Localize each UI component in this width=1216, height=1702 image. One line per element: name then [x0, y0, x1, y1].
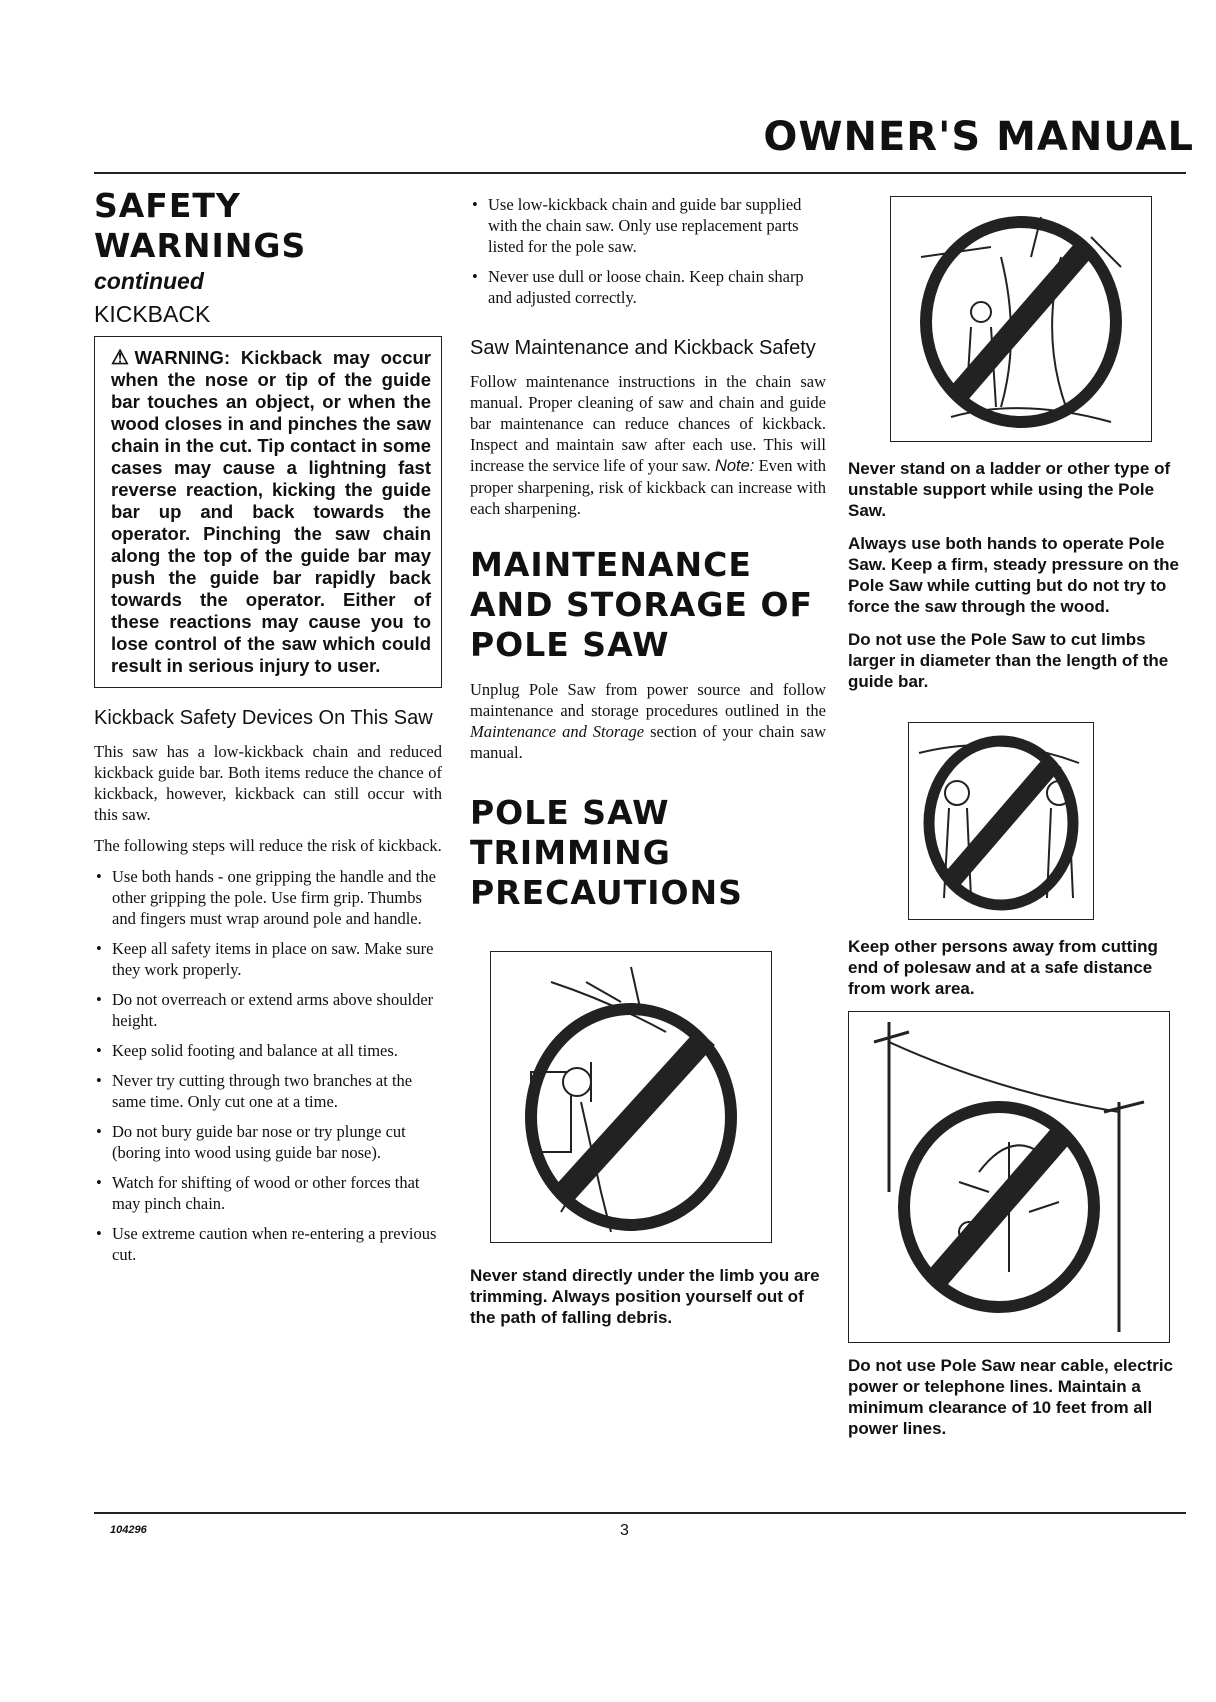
bullet-icon: •: [96, 990, 102, 1009]
column-right: [848, 196, 1190, 1451]
falling-limb-illustration: [490, 951, 772, 1243]
trimming-heading-line2: TRIMMING: [470, 833, 671, 872]
column-left: [94, 186, 442, 1274]
document-code: 104296: [110, 1524, 147, 1536]
list-item: • Watch for shifting of wood or other forces that may pinch chain.: [96, 1173, 420, 1213]
list-item: • Do not overreach or extend arms above shoulder height.: [96, 990, 434, 1030]
maintenance-paragraph: Follow maintenance instructions in the chain saw manual. Proper cleaning of saw and chain and guide bar maintenance can reduce chances of kickback. Inspect and maintain saw after each use. This will increase the service life of your saw. Note: Even with proper sharpening, risk of kickback can increase with each sharpening.: [470, 372, 826, 518]
maintenance-kickback-heading: Saw Maintenance and Kickback Safety: [470, 337, 816, 359]
ladder-caption: Never stand on a ladder or other type of unstable support while using the Pole Saw.: [848, 459, 1171, 520]
chain-bullets: [470, 194, 826, 308]
ladder-illustration: [890, 196, 1152, 442]
list-item: • Keep all safety items in place on saw. Make sure they work properly.: [96, 939, 434, 979]
bullet-icon: •: [96, 1071, 102, 1090]
list-item: • Use both hands - one gripping the handle and the other gripping the pole. Use firm grip. Thumbs and fingers must wrap around pole and handle.: [96, 867, 436, 928]
both-hands-caption: Always use both hands to operate Pole Saw. Keep a firm, steady pressure on the Pole Saw while cutting but do not try to force the saw through the wood.: [848, 534, 1179, 616]
list-item: • Keep solid footing and balance at all times.: [96, 1041, 398, 1060]
devices-paragraph-1: This saw has a low-kickback chain and reduced kickback guide bar. Both items reduce the chance of kickback, however, kickback can still occur with this saw.: [94, 742, 442, 824]
page-number: 3: [620, 1522, 629, 1539]
prohibition-sign-icon: [909, 723, 1093, 919]
list-item: • Never use dull or loose chain. Keep chain sharp and adjusted correctly.: [472, 267, 804, 307]
safety-heading: SAFETY: [94, 186, 241, 225]
warnings-heading: WARNINGS: [94, 226, 307, 265]
devices-paragraph-2: The following steps will reduce the risk of kickback.: [94, 836, 442, 855]
kickback-heading: KICKBACK: [94, 301, 211, 327]
persons-away-caption: Keep other persons away from cutting end of polesaw and at a safe distance from work area.: [848, 937, 1158, 998]
bullet-icon: •: [96, 939, 102, 958]
bullet-icon: •: [96, 1041, 102, 1060]
warning-triangle-icon: ⚠: [111, 347, 135, 369]
kickback-steps-list: [94, 866, 442, 1265]
falling-limb-caption: Never stand directly under the limb you are trimming. Always position yourself out of the path of falling debris.: [470, 1266, 820, 1327]
storage-paragraph: Unplug Pole Saw from power source and follow maintenance and storage procedures outlined in the Maintenance and Storage section of your chain saw manual.: [470, 680, 826, 762]
warning-text: WARNING: Kickback may occur when the nose or tip of the guide bar touches an object, or when the wood closes in and pinches the saw chain in the cut. Tip contact in some cases may cause a lightning fast reverse reaction, kicking the guide bar up and back towards the operator. Pinching the saw chain along the top of the guide bar may push the guide bar rapidly back towards the operator. Either of these reactions may cause you to lose control of the saw which could result in serious injury to user.: [111, 347, 431, 676]
bullet-icon: •: [96, 1122, 102, 1141]
page-title: OWNER'S MANUAL: [763, 114, 1194, 160]
column-middle: [470, 194, 826, 1340]
bullet-icon: •: [96, 1173, 102, 1192]
bullet-icon: •: [96, 1224, 102, 1243]
list-item: • Do not bury guide bar nose or try plunge cut (boring into wood using guide bar nose).: [96, 1122, 406, 1162]
bullet-icon: •: [472, 267, 478, 286]
list-item: • Use extreme caution when re-entering a previous cut.: [96, 1224, 437, 1264]
bystanders-illustration: [908, 722, 1094, 920]
kickback-warning-box: [94, 336, 442, 688]
trimming-heading-line3: PRECAUTIONS: [470, 873, 743, 912]
list-item: • Use low-kickback chain and guide bar supplied with the chain saw. Only use replacement parts listed for the pole saw.: [472, 195, 802, 256]
prohibition-sign-icon: [849, 1012, 1169, 1342]
bullet-icon: •: [96, 867, 102, 886]
prohibition-sign-icon: [491, 952, 771, 1242]
power-lines-illustration: [848, 1011, 1170, 1343]
continued-label: continued: [94, 268, 204, 294]
list-item: • Never try cutting through two branches at the same time. Only cut one at a time.: [96, 1071, 413, 1111]
trimming-heading-line1: POLE SAW: [470, 793, 670, 832]
storage-heading-line3: POLE SAW: [470, 625, 670, 664]
power-lines-caption: Do not use Pole Saw near cable, electric power or telephone lines. Maintain a minimum clearance of 10 feet from all power lines.: [848, 1356, 1174, 1438]
storage-heading-line1: MAINTENANCE: [470, 545, 752, 584]
bullet-icon: •: [472, 195, 478, 214]
header-rule: [94, 172, 1186, 174]
storage-heading-line2: AND STORAGE OF: [470, 585, 814, 624]
prohibition-sign-icon: [891, 197, 1151, 441]
limb-size-caption: Do not use the Pole Saw to cut limbs larger in diameter than the length of the guide bar.: [848, 630, 1169, 691]
devices-heading: Kickback Safety Devices On This Saw: [94, 707, 433, 729]
footer-rule: [94, 1512, 1186, 1514]
